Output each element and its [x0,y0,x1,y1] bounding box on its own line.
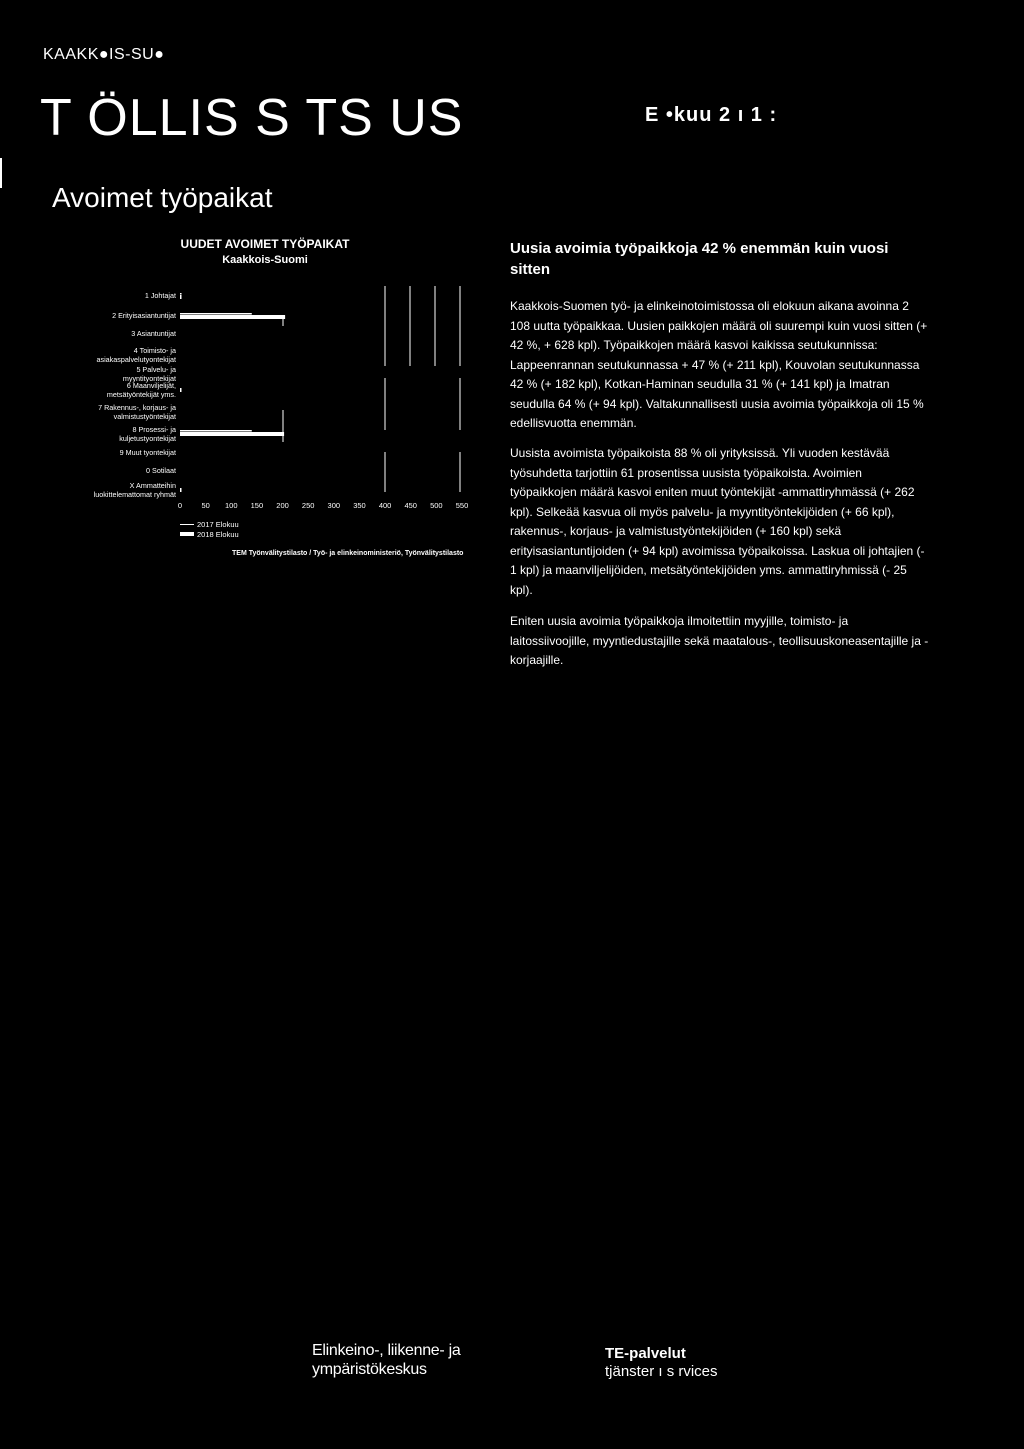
category-label: 9 Muut tyontekijat [119,448,176,457]
article-paragraph: Uusista avoimista työpaikoista 88 % oli yrityksissä. Yli vuoden kestävää työsuhdetta tarjottiin 61 prosentissa uusista työpaikoista. Avoimien työpaikkojen määrä kasvoi eniten muut työntekijät -ammattiryhmässä (+ 262 kpl). Selkeää kasvua oli myös palvelu- ja myyntityöntekijöiden (+ 66 kpl), rakennus-, korjaus- ja valmistustyöntekijöiden (+ 160 kpl) sekä erityisasiantuntijoiden (+ 94 kpl) avoimissa työpaikoissa. Laskua oli johtajien (- 1 kpl) ja maanviljelijöiden, metsätyöntekijöiden yms. ammattiryhmissä (- 25 kpl). [510,446,925,597]
x-tick-label: 100 [225,501,238,510]
x-tick-label: 550 [455,501,469,510]
legend-swatch-2018 [180,532,194,536]
category-label: 4 Toimisto- ja asiakaspalvelutyontekijat [96,346,176,364]
report-title: T ÖLLIS S TS US [40,89,464,147]
x-tick-label: 300 [327,501,341,510]
category-label: 8 Prosessi- ja kuljetustyontekijat [119,425,176,443]
bar-2018 [180,432,284,436]
bar-2018 [180,295,182,299]
bar-2018 [180,488,182,492]
article-paragraph: Eniten uusia avoimia työpaikkoja ilmoitettiin myyjille, toimisto- ja laitossiivoojille, myyntiedustajille sekä maatalous-, teollisuuskoneasentajille ja -korjaajille. [510,614,929,667]
ely-logo-line2: ympäristökeskus [312,1361,427,1378]
te-services-logo [605,1345,718,1381]
x-tick-label: 350 [353,501,366,510]
bar-2018 [180,315,285,319]
region-label: KAAKK●IS-SU● [43,46,165,63]
category-label: X Ammatteihin luokittelemattomat ryhmät [93,481,176,499]
te-logo-line2: tjänster ı s rvices [605,1363,718,1380]
x-tick-label: 250 [301,501,315,510]
x-tick-label: 500 [430,501,443,510]
ely-logo-line1: Elinkeino-, liikenne- ja [312,1342,461,1359]
chart-subtitle: Kaakkois-Suomi [222,254,308,266]
x-tick-label: 450 [404,501,417,510]
bar-2018 [180,388,182,392]
category-label: 3 Asiantuntijat [131,329,176,338]
legend-swatch-2017 [180,524,194,525]
category-label: 6 Maanviljelijät, metsätyöntekijät yms. [106,381,176,399]
x-tick-label: 200 [276,501,289,510]
chart-title: UUDET AVOIMET TYÖPAIKAT [180,237,350,251]
x-tick-label: 0 [177,501,183,510]
x-tick-label: 50 [201,501,210,510]
te-logo-line1: TE-palvelut [605,1345,686,1362]
bar-2017 [180,293,182,295]
chart-axis-group [283,286,460,492]
left-rule [0,158,2,188]
category-label: 5 Palvelu- ja myyntityontekijat [122,365,176,383]
bar-2017 [180,313,252,315]
x-tick-label: 400 [378,501,392,510]
article-paragraph: Kaakkois-Suomen työ- ja elinkeinotoimistossa oli elokuun aikana avoinna 2 108 uutta työpaikkaa. Uusien paikkojen määrä oli suurempi kuin vuosi sitten (+ 42 %, + 628 kpl). Työpaikkojen määrä kasvoi kaikissa seutukunnissa: Lappeenrannan seutukunnassa + 47 % (+ 211 kpl), Kouvolan seutukunnassa 42 % (+ 182 kpl), Kotkan-Haminan seudulla 31 % (+ 141 kpl) ja Imatran seudulla 64 % (+ 94 kpl). Valtakunnallisesti uusia avoimia työpaikkoja oli 15 % edellisvuotta enemmän. [510,299,928,430]
section-title: Avoimet työpaikat [52,182,273,213]
ely-centre-logo [312,1341,460,1379]
x-tick-group [178,501,468,510]
bar-2017 [180,430,252,432]
category-label-group [94,291,176,499]
bar-chart [40,280,480,550]
legend [180,520,239,539]
category-label: 0 Sotilaat [146,466,176,475]
legend-label: 2017 Elokuu [197,520,239,529]
bar-group [180,293,285,492]
category-label: 2 Erityisasiantuntijat [112,311,176,320]
category-label: 7 Rakennus-, korjaus- ja valmistustyöntekijat [98,403,176,421]
article-headline: Uusia avoimia työpaikkoja 42 % enemmän kuin vuosi sitten [510,240,889,278]
x-tick-label: 150 [250,501,264,510]
edition-label: E •kuu 2 ı 1 : [645,104,778,126]
chart-source: TEM Työnvälitystilasto / Työ- ja elinkeinoministeriö, Työnvälitystilasto [232,550,464,557]
category-label: 1 Johtajat [144,291,176,300]
legend-label: 2018 Elokuu [197,530,239,539]
